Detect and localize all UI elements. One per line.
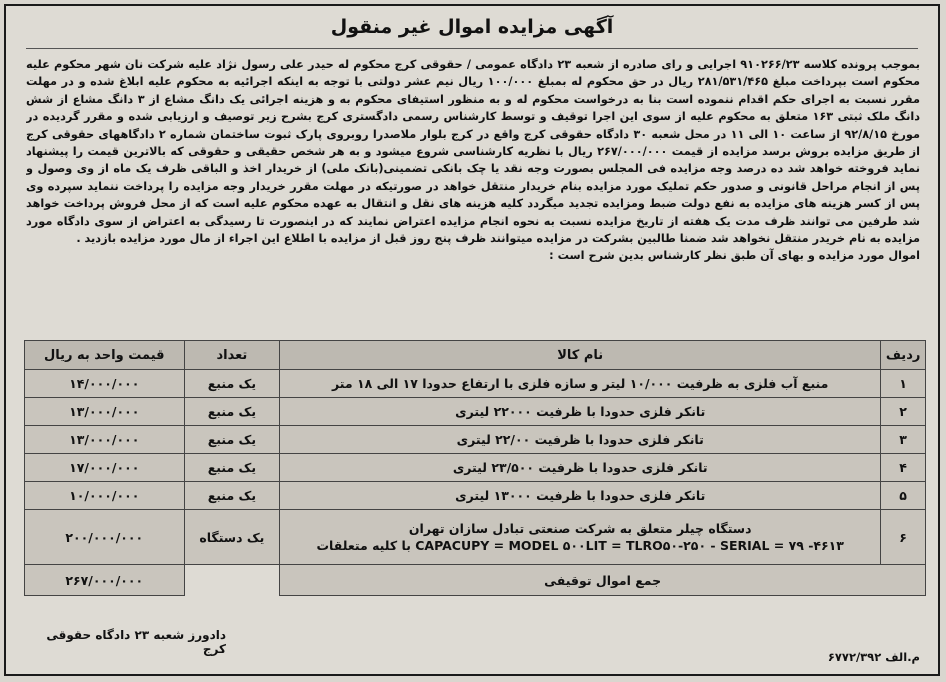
header-quantity: تعداد xyxy=(184,341,280,370)
item-name: تانکر فلزی حدودا با ظرفیت ۲۲۰۰۰ لیتری xyxy=(280,398,881,426)
table-row xyxy=(25,398,926,426)
table-header-row xyxy=(25,341,926,370)
item-quantity: یک منبع xyxy=(184,370,280,398)
item-quantity: یک منبع xyxy=(184,426,280,454)
reference-number: م.الف ۶۷۷۲/۳۹۲ xyxy=(827,650,920,664)
header-unit-price: قیمت واحد به ریال xyxy=(25,341,185,370)
item-quantity: یک منبع xyxy=(184,482,280,510)
row-number: ۴ xyxy=(881,454,926,482)
total-label: جمع اموال توقیفی xyxy=(280,565,926,596)
item-price: ۱۷/۰۰۰/۰۰۰ xyxy=(25,454,185,482)
item-price: ۱۳/۰۰۰/۰۰۰ xyxy=(25,398,185,426)
item-name-line: دستگاه چیلر متعلق به شرکت صنعتی تبادل سازان تهران xyxy=(408,521,752,536)
total-value: ۲۶۷/۰۰۰/۰۰۰ xyxy=(25,565,185,596)
item-name: تانکر فلزی حدودا با ظرفیت ۱۳۰۰۰ لیتری xyxy=(280,482,881,510)
item-quantity: یک منبع xyxy=(184,454,280,482)
item-price: ۲۰۰/۰۰۰/۰۰۰ xyxy=(25,510,185,565)
table-row xyxy=(25,510,926,565)
row-number: ۲ xyxy=(881,398,926,426)
total-spacer xyxy=(184,565,280,596)
row-number: ۶ xyxy=(881,510,926,565)
table-row xyxy=(25,426,926,454)
notice-body xyxy=(26,56,920,265)
item-name: تانکر فلزی حدودا با ظرفیت ۲۳/۵۰۰ لیتری xyxy=(280,454,881,482)
notice-frame xyxy=(4,4,940,676)
table-row xyxy=(25,370,926,398)
item-name: منبع آب فلزی به ظرفیت ۱۰/۰۰۰ لیتر و سازه فلزی با ارتفاع حدودا ۱۷ الی ۱۸ متر xyxy=(280,370,881,398)
item-price: ۱۰/۰۰۰/۰۰۰ xyxy=(25,482,185,510)
table-row xyxy=(25,482,926,510)
header-item-name: نام کالا xyxy=(280,341,881,370)
row-number: ۵ xyxy=(881,482,926,510)
item-quantity: یک منبع xyxy=(184,398,280,426)
item-name-line: CAPACUPY = MODEL ۵۰۰LIT = TLRO۵۰-۲۵۰ - SERIAL = ۷۹ -۴۶۱۳ با کلیه متعلقات xyxy=(316,538,844,553)
signature: دادورز شعبه ۲۳ دادگاه حقوقی کرج xyxy=(46,628,226,656)
row-number: ۱ xyxy=(881,370,926,398)
header-row-number: ردیف xyxy=(881,341,926,370)
item-name: تانکر فلزی حدودا با ظرفیت ۲۲/۰۰ لیتری xyxy=(280,426,881,454)
item-quantity: یک دستگاه xyxy=(184,510,280,565)
item-price: ۱۳/۰۰۰/۰۰۰ xyxy=(25,426,185,454)
row-number: ۳ xyxy=(881,426,926,454)
notice-title: آگهی مزایده اموال غیر منقول xyxy=(330,16,614,38)
item-name xyxy=(280,510,881,565)
notice-paragraph: بموجب پرونده کلاسه ۹۱۰۲۶۶/۲۳ اجرایی و رای صادره از شعبه ۲۳ دادگاه عمومی / حقوقی کرج محکوم له حیدر علی رسول نژاد علیه شرکت نان شهر محکوم علیه محکوم است بپرداخت مبلغ ۲۸۱/۵۳۱/۴۶۵ ریال در حق محکوم له بمبلغ ۱۰۰/۰۰۰ ریال نیم عشر دولتی با توجه به اینکه اجرائیه به محکوم علیه ابلاغ شده و در مهلت مقرر نسبت به اجرای حکم اقدام ننموده است بنا به درخواست محکوم له و به منظور استیفای محکوم به و هزینه اجرائی یک دانگ مشاع از ۳ دانگ مشاع از شش دانگ ملک ثبتی ۱۶۳ متعلق به محکوم علیه از سوی این اجرا توقیف و توسط کارشناس رسمی دادگستری کرج بشرح زیر توصیف و ارزیابی شده و مقرر گردیده در مورخ ۹۲/۸/۱۵ از ساعت ۱۰ الی ۱۱ در محل شعبه ۳۰ دادگاه حقوقی کرج واقع در کرج بلوار ملاصدرا روبروی پارک ثبوت ساختمان شماره ۲ دادگاههای حقوقی کرج از طریق مزایده بروش برسد مزایده از قیمت ۲۶۷/۰۰۰/۰۰۰ ریال با نظریه کارشناسی شروع میشود و به هر شخص حقیقی و حقوقی که بالاترین قیمت را پیشنهاد نماید فروخته خواهد شد ده درصد وجه مزایده فی المجلس بصورت وجه نقد یا چک بانکی تضمینی(بانک ملی) از خریدار اخذ و الباقی ظرف یک ماه از وی وصول و پس از انجام مراحل قانونی و صدور حکم تملیک مورد مزایده بنام خریدار منتقل خواهد در صورتیکه در مهلت مقرر خریدار وجه مزایده را پرداخت ننماید سپرده وی پس از کسر هزینه های مزایده به نفع دولت ضبط ومزایده تجدید میگردد کلیه هزینه های نقل و انتقال به عهده محکوم علیه است که از محل فروش پرداخت خواهد شد طرفین می توانند ظرف مدت یک هفته از تاریخ مزایده نسبت به نحوه انجام مزایده اعتراض نمایند که در اینصورت تا رسیدگی به اعتراض از سوی دادگاه مورد مزایده به نام خریدر منتقل نخواهد شد ضمنا طالبین بشرکت در مزایده میتوانند ظرف پنج روز قبل از مزایده با اطلاع این اجراء از مال مورد مزایده بازدید . xyxy=(26,58,920,246)
title-divider xyxy=(26,48,918,49)
table-row xyxy=(25,454,926,482)
auction-items-table xyxy=(24,340,926,596)
notice-paragraph: اموال مورد مزایده و بهای آن طبق نظر کارشناس بدین شرح است : xyxy=(549,249,920,263)
total-row xyxy=(25,565,926,596)
item-price: ۱۴/۰۰۰/۰۰۰ xyxy=(25,370,185,398)
